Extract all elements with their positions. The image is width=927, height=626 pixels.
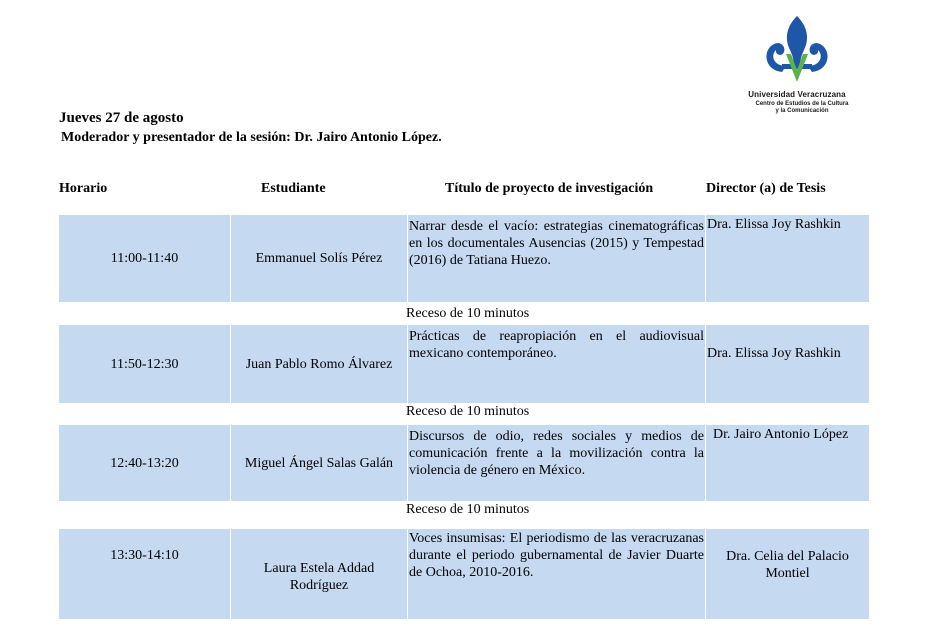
table-row bbox=[59, 425, 869, 501]
logo-subtitle-line1: Centro de Estudios de la Cultura bbox=[755, 101, 849, 107]
student-cell: Miguel Ángel Salas Galán bbox=[230, 425, 407, 501]
header-titulo: Título de proyecto de investigación bbox=[445, 181, 654, 196]
session-day-heading: Jueves 27 de agosto bbox=[59, 110, 184, 126]
header-estudiante: Estudiante bbox=[261, 181, 326, 196]
break-label: Receso de 10 minutos bbox=[406, 502, 530, 517]
director-cell: Dra. Elissa Joy Rashkin bbox=[707, 217, 841, 232]
break-label: Receso de 10 minutos bbox=[406, 404, 530, 419]
time-cell: 13:30-14:10 bbox=[110, 548, 179, 563]
time-cell: 12:40-13:20 bbox=[110, 455, 179, 471]
table-row bbox=[59, 529, 869, 619]
moderator-heading: Moderador y presentador de la sesión: Dr. Jairo Antonio López. bbox=[61, 130, 442, 145]
table-row bbox=[59, 215, 869, 302]
break-label: Receso de 10 minutos bbox=[406, 306, 530, 321]
title-cell: Narrar desde el vacío: estrategias cinematográficas en los documentales Ausencias (2015) y Tempestad (2016) de Tatiana Huezo. bbox=[407, 215, 706, 302]
title-cell: Voces insumisas: El periodismo de las veracruzanas durante el periodo gubernamental de Javier Duarte de Ochoa, 2010-2016. bbox=[407, 529, 706, 619]
student-cell: Emmanuel Solís Pérez bbox=[230, 215, 407, 302]
director-cell: Dr. Jairo Antonio López bbox=[713, 427, 849, 442]
time-cell: 11:50-12:30 bbox=[110, 356, 179, 372]
logo-subtitle bbox=[752, 101, 852, 115]
fleur-de-lis-icon bbox=[742, 10, 852, 90]
title-cell: Discursos de odio, redes sociales y medios de comunicación frente a la movilización contra la violencia de género en México. bbox=[407, 425, 706, 501]
title-cell: Prácticas de reapropiación en el audiovisual mexicano contemporáneo. bbox=[407, 325, 706, 403]
director-cell: Dra. Celia del Palacio Montiel bbox=[726, 549, 849, 581]
student-cell: Juan Pablo Romo Álvarez bbox=[230, 325, 407, 403]
time-cell: 11:00-11:40 bbox=[110, 251, 179, 266]
logo-name: Universidad Veracruzana bbox=[748, 90, 846, 99]
university-logo bbox=[742, 10, 852, 120]
header-director: Director (a) de Tesis bbox=[706, 181, 826, 196]
student-cell: Laura Estela Addad Rodríguez bbox=[230, 529, 407, 619]
table-row bbox=[59, 325, 869, 403]
director-cell: Dra. Elissa Joy Rashkin bbox=[707, 346, 841, 361]
logo-subtitle-line2: y la Comunicación bbox=[775, 108, 829, 114]
header-horario: Horario bbox=[59, 181, 108, 196]
